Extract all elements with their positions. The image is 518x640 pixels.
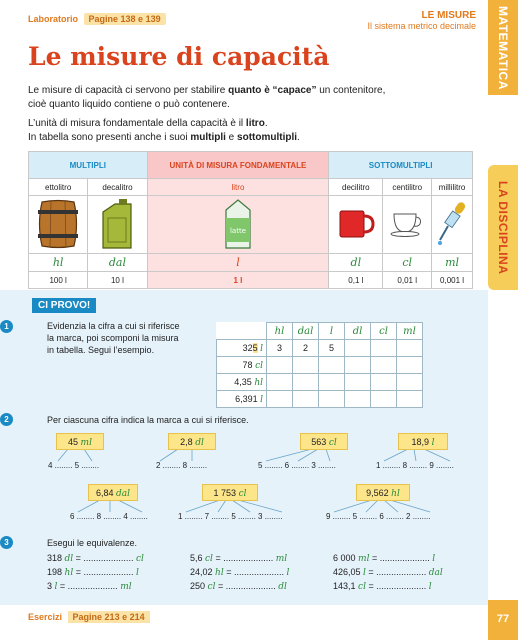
exercise-3-number: 3 — [0, 536, 13, 549]
cell-cup — [383, 196, 432, 254]
value-cl: 0,01 l — [383, 272, 432, 289]
col-dal: dal — [293, 323, 319, 340]
col-l: l — [319, 323, 345, 340]
row-label: 6,391 l — [217, 391, 267, 408]
measure-box: 1 753 cl — [202, 484, 258, 501]
equivalence-item[interactable]: 5,6 cl = .................... ml — [190, 553, 288, 564]
milk-carton-icon — [220, 198, 256, 250]
equivalence-item[interactable]: 143,1 cl = .................... l — [333, 581, 432, 592]
table-row — [217, 357, 423, 374]
table-row — [217, 374, 423, 391]
name-litro: litro — [147, 179, 329, 196]
ci-provo-label: CI PROVO! — [32, 298, 96, 313]
barrel-icon — [36, 199, 80, 249]
cell-barrel — [29, 196, 88, 254]
equivalence-item[interactable]: 3 l = .................... ml — [47, 581, 132, 592]
answer-line[interactable]: 5 ........ 6 ........ 3 ........ — [258, 461, 336, 470]
answer-cell[interactable] — [293, 391, 319, 408]
answer-cell[interactable] — [267, 391, 293, 408]
answer-cell[interactable] — [371, 340, 397, 357]
row-label: 4,35 hl — [217, 374, 267, 391]
jerrycan-icon — [95, 198, 139, 250]
answer-line[interactable]: 4 ........ 5 ........ — [48, 461, 100, 470]
answer-cell[interactable] — [371, 357, 397, 374]
answer-line[interactable]: 1 ........ 7 ........ 5 ........ 3 ........ — [178, 512, 283, 521]
answer-cell[interactable] — [345, 374, 371, 391]
intro-paragraph-2: L’unità di misura fondamentale della capacità è il litro. In tabella sono presenti anche i suoi multipli e sottomultipli. — [28, 118, 300, 143]
value-ml: 0,001 l — [432, 272, 473, 289]
symbol-hl: hl — [29, 254, 88, 272]
value-dl: 0,1 l — [329, 272, 383, 289]
answer-cell[interactable] — [397, 374, 423, 391]
answer-cell[interactable] — [397, 357, 423, 374]
exercise-2-number: 2 — [0, 413, 13, 426]
measure-box: 2,8 dl — [168, 433, 216, 450]
decomposition-table — [216, 322, 423, 408]
equivalence-item[interactable]: 250 cl = .................... dl — [190, 581, 287, 592]
exercise-3-text: Esegui le equivalenze. — [47, 538, 138, 548]
cell-milk-carton — [147, 196, 329, 254]
measure-box: 18,9 l — [398, 433, 448, 450]
name-ettolitro: ettolitro — [29, 179, 88, 196]
answer-cell[interactable] — [267, 374, 293, 391]
name-millilitro: millilitro — [432, 179, 473, 196]
group-unita-fondamentale: UNITÀ DI MISURA FONDAMENTALE — [147, 152, 329, 179]
equivalence-item[interactable]: 24,02 hl = .................... l — [190, 567, 290, 578]
cup-icon — [389, 210, 425, 238]
measure-box: 563 cl — [300, 433, 348, 450]
equivalence-item[interactable]: 6 000 ml = .................... l — [333, 553, 436, 564]
row-label: 78 cl — [217, 357, 267, 374]
section-subtitle: Il sistema metrico decimale — [367, 21, 476, 31]
answer-cell[interactable] — [397, 340, 423, 357]
exercise-1-number: 1 — [0, 320, 13, 333]
measure-box: 45 ml — [56, 433, 104, 450]
tab-la-disciplina[interactable]: LA DISCIPLINA — [488, 165, 518, 290]
exercise-2-text: Per ciascuna cifra indica la marca a cui si riferisce. — [47, 415, 249, 425]
answer-cell[interactable] — [345, 357, 371, 374]
name-centilitro: centilitro — [383, 179, 432, 196]
row-label: 325 l — [217, 340, 267, 357]
name-decalitro: decalitro — [88, 179, 147, 196]
esercizi-link[interactable] — [28, 611, 150, 623]
group-multipli: MULTIPLI — [29, 152, 148, 179]
answer-cell[interactable] — [397, 391, 423, 408]
answer-line[interactable]: 2 ........ 8 ........ — [156, 461, 208, 470]
answer-line[interactable]: 1 ........ 8 ........ 9 ........ — [376, 461, 454, 470]
group-sottomultipli: SOTTOMULTIPLI — [329, 152, 473, 179]
equivalence-item[interactable]: 318 dl = .................... cl — [47, 553, 144, 564]
answer-cell[interactable] — [319, 357, 345, 374]
tab-matematica[interactable]: MATEMATICA — [488, 0, 518, 95]
answer-cell[interactable] — [293, 357, 319, 374]
answer-cell[interactable] — [345, 340, 371, 357]
symbol-dal: dal — [88, 254, 147, 272]
page-number: 77 — [488, 600, 518, 640]
laboratorio-pages: Pagine 138 e 139 — [84, 13, 166, 25]
mug-icon — [336, 207, 376, 241]
answer-cell[interactable] — [267, 357, 293, 374]
answer-cell[interactable]: 2 — [293, 340, 319, 357]
answer-cell[interactable] — [319, 391, 345, 408]
equivalence-item[interactable]: 426,05 l = .................... dal — [333, 567, 443, 578]
highlighted-digit: 5 — [252, 342, 258, 353]
intro-paragraph-1: Le misure di capacità ci servono per stabilire quanto è “capace” un contenitore, cioè quanto liquido contiene o può contenere. — [28, 85, 386, 110]
exercise-1-text: Evidenzia la cifra a cui si riferisce la marca, poi scomponi la misura in tabella. Segui l’esempio. — [47, 321, 180, 355]
measure-box: 6,84 dal — [88, 484, 138, 501]
answer-cell[interactable]: 5 — [319, 340, 345, 357]
section-header — [367, 10, 476, 31]
answer-cell[interactable] — [371, 391, 397, 408]
symbol-dl: dl — [329, 254, 383, 272]
col-hl: hl — [267, 323, 293, 340]
name-decilitro: decilitro — [329, 179, 383, 196]
answer-cell[interactable]: 3 — [267, 340, 293, 357]
col-ml: ml — [397, 323, 423, 340]
symbol-cl: cl — [383, 254, 432, 272]
laboratorio-label: Laboratorio — [28, 14, 79, 24]
answer-cell[interactable] — [371, 374, 397, 391]
answer-line[interactable]: 6 ........ 8 ........ 4 ........ — [70, 512, 148, 521]
answer-cell[interactable] — [345, 391, 371, 408]
carton-text: latte — [229, 226, 246, 235]
symbol-ml: ml — [432, 254, 473, 272]
answer-cell[interactable] — [319, 374, 345, 391]
dropper-icon — [437, 200, 467, 248]
measures-table — [28, 151, 473, 289]
value-hl: 100 l — [29, 272, 88, 289]
answer-line[interactable]: 9 ........ 5 ........ 6 ........ 2 ........ — [326, 512, 431, 521]
laboratorio-link[interactable] — [28, 13, 166, 25]
cell-dropper — [432, 196, 473, 254]
cell-jerrycan — [88, 196, 147, 254]
equivalence-item[interactable]: 198 hl = .................... l — [47, 567, 139, 578]
col-cl: cl — [371, 323, 397, 340]
esercizi-label: Esercizi — [28, 612, 63, 622]
value-l: 1 l — [147, 272, 329, 289]
table-row — [217, 340, 423, 357]
section-title: LE MISURE — [421, 10, 476, 21]
symbol-l: l — [147, 254, 329, 272]
esercizi-pages: Pagine 213 e 214 — [68, 611, 150, 623]
col-dl: dl — [345, 323, 371, 340]
value-dal: 10 l — [88, 272, 147, 289]
page-title: Le misure di capacità — [28, 42, 330, 71]
table-row — [217, 391, 423, 408]
measure-box: 9,562 hl — [356, 484, 410, 501]
answer-cell[interactable] — [293, 374, 319, 391]
cell-mug — [329, 196, 383, 254]
